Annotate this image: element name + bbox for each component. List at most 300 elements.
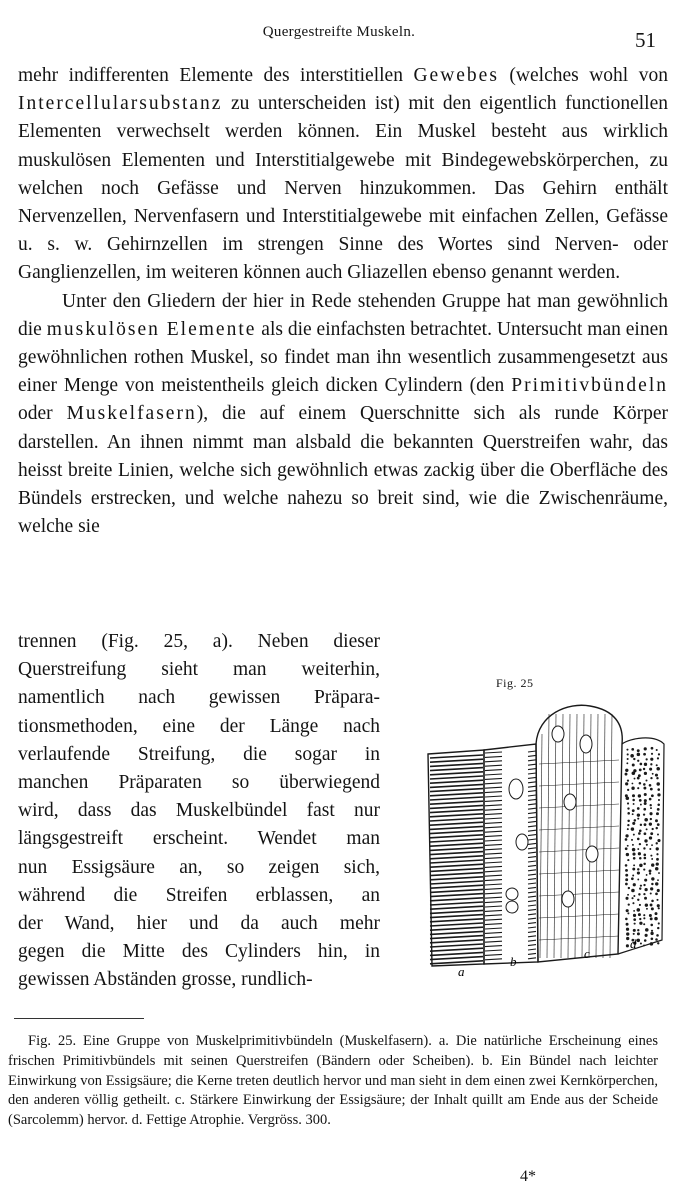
text-line: namentlich nach gewissen Präpara- [18,687,380,709]
fat-droplet-dot [651,907,654,910]
fat-droplet-dot [625,769,628,772]
fat-droplet-dot [651,858,653,860]
fiber-d [618,738,664,954]
striation-line [485,774,502,775]
fat-droplet-dot [646,874,648,876]
fat-droplet-dot [630,754,634,758]
striation-line [528,804,536,805]
striation-line [561,714,563,958]
striation-line [485,761,502,762]
fat-droplet-dot [651,794,654,797]
striation-line [430,877,483,880]
fiber-c-nucleus [552,726,564,742]
text-line: gewissen Abständen grosse, rundlich- [18,969,313,991]
fat-droplet-dot [625,782,628,785]
text-run: oder [18,403,67,425]
text-run: zu unterscheiden ist) mit den eigentlich functionellen Elementen verwechselt werden können. Ein Muskel besteht aus wirklich muskulösen Elementen und Interstitialgewebe mit Bindegewebskörperchen, zu welchen noch Gefässe und Nerven hinzukommen. Das Gehirn enthält Nervenzellen, Nervenfasern und Interstitialgewebe mit einfachen Zellen, Gefässe u. s. w. Gehirnzellen im strengen Sinne des Wortes sind Nerven- oder Ganglienzellen, im weiteren können auch Gliazellen ebenso genannt werden. [18,93,668,284]
figure-letter-d: d [630,936,637,951]
fat-droplet-dot [649,914,652,917]
fat-droplet-dot [639,904,641,906]
striation-line [485,858,502,859]
fat-droplet-dot [643,847,645,849]
striation-line [430,923,483,926]
fat-droplet-dot [643,753,646,756]
fat-droplet-dot [655,912,658,915]
striation-line [539,804,619,808]
striation-line [430,768,483,771]
striation-line [485,853,502,854]
fat-droplet-dot [627,912,629,914]
fat-droplet-dot [649,836,652,839]
striation-line [528,835,536,836]
fat-droplet-dot [626,897,629,900]
fat-droplet-dot [638,794,641,797]
striation-line [485,752,502,753]
signature-mark: 4* [520,1168,536,1185]
running-head: Quergestreifte Muskeln. [262,24,416,40]
striation-line [430,881,483,884]
fat-droplet-dot [656,827,658,829]
striation-line [430,801,483,804]
fat-droplet-dot [626,762,628,764]
striation-line [430,873,483,876]
striation-line [528,883,536,884]
fiber-b [484,744,538,964]
fat-droplet-dot [650,807,652,809]
striation-line [528,865,536,866]
fat-droplet-dot [634,923,636,925]
striation-line [485,871,502,872]
fat-droplet-dot [631,897,633,899]
fat-droplet-dot [655,819,658,822]
fat-droplet-dot [628,903,630,905]
fat-droplet-dot [626,796,630,800]
striation-line [430,839,483,842]
fat-droplet-dot [650,855,652,857]
fat-droplet-dot [658,753,660,755]
fat-droplet-dot [655,867,659,871]
fat-droplet-dot [625,883,628,886]
fat-droplet-dot [657,823,660,826]
fat-droplet-dot [650,788,653,791]
body-text [18,62,668,541]
fat-droplet-dot [626,749,628,751]
fat-droplet-dot [639,782,642,785]
striation-line [540,734,542,958]
fat-droplet-dot [639,769,642,772]
striation-line [485,946,502,947]
striation-line [485,932,502,933]
fat-droplet-dot [637,871,640,874]
fat-droplet-dot [638,852,641,855]
striation-line [528,817,536,818]
fat-droplet-dot [658,907,660,909]
fat-droplet-dot [637,899,639,901]
striation-line [430,910,483,913]
striation-line [528,879,536,880]
fat-droplet-dot [644,802,647,805]
fat-droplet-dot [627,789,629,791]
striation-line [430,852,483,855]
striation-line [575,714,577,958]
fat-droplet-dot [627,828,629,830]
striation-line [485,915,502,916]
fat-droplet-dot [637,868,639,870]
fat-droplet-dot [656,863,659,866]
striation-line [528,830,536,831]
fat-droplet-dot [650,832,653,835]
striation-line [528,791,536,792]
fat-droplet-dot [633,918,636,921]
fat-droplet-dot [650,818,652,820]
striation-line [430,780,483,783]
fat-droplet-dot [627,894,629,896]
striation-line [528,887,536,888]
fat-droplet-dot [650,777,652,779]
fat-droplet-dot [637,787,639,789]
figure-letter-a: a [458,964,465,979]
striation-line [430,957,483,960]
fat-droplet-dot [625,869,628,872]
fat-droplet-dot [645,928,649,932]
fat-droplet-dot [646,908,648,910]
fat-droplet-dot [657,904,660,907]
striation-line [539,892,619,896]
striation-line [539,782,619,786]
fat-droplet-dot [643,854,646,857]
striation-line [430,889,483,892]
fat-droplet-dot [644,793,647,796]
fat-droplet-dot [644,839,647,842]
fat-droplet-dot [631,827,634,830]
striation-line [485,844,502,845]
striation-line [568,714,570,958]
fat-droplet-dot [631,889,635,893]
muscle-fiber-figure [418,694,668,984]
striation-line [547,714,549,958]
fat-droplet-dot [646,828,648,830]
fat-droplet-dot [658,799,660,801]
striation-line [539,870,619,874]
striation-line [485,840,502,841]
fat-droplet-dot [656,934,659,937]
striation-line [430,814,483,817]
striation-line [528,821,536,822]
striation-line [539,936,619,940]
striation-line [430,927,483,930]
page-number: 51 [635,28,656,52]
striation-line [528,755,536,756]
striation-line [430,793,483,796]
striation-line [528,953,536,954]
fat-droplet-dot [639,843,641,845]
fat-droplet-dot [637,939,640,942]
fat-droplet-dot [634,778,636,780]
fat-droplet-dot [632,844,634,846]
striation-line [528,918,536,919]
fat-droplet-dot [649,869,652,872]
fat-droplet-dot [650,758,653,761]
fiber-b-nucleolus [506,888,518,900]
fat-droplet-dot [656,847,659,850]
fat-droplet-dot [657,793,660,796]
striation-line [430,772,483,775]
text-line: tionsmethoden, eine der Länge nach [18,715,380,737]
striation-line [528,777,536,778]
fat-droplet-dot [656,858,659,861]
striation-line [610,714,612,958]
fat-droplet-dot [655,892,658,895]
fat-droplet-dot [643,813,645,815]
fat-droplet-dot [657,833,659,835]
fat-droplet-dot [627,753,629,755]
striation-line [528,773,536,774]
striation-line [485,822,502,823]
fat-droplet-dot [650,804,652,806]
striation-line [528,782,536,783]
striation-line [430,902,483,905]
fat-droplet-dot [625,834,628,837]
fat-droplet-dot [657,889,660,892]
striation-line [430,856,483,859]
fat-droplet-dot [633,857,636,860]
fat-droplet-dot [639,887,641,889]
fat-droplet-dot [643,783,646,786]
striation-line [485,941,502,942]
fat-droplet-dot [625,838,628,841]
striation-line [528,931,536,932]
striation-line [528,764,536,765]
fat-droplet-dot [645,779,647,781]
fat-droplet-dot [632,783,634,785]
text-line: nun Essigsäure an, so zeigen sich, [18,856,380,878]
striation-line [528,795,536,796]
fat-droplet-dot [637,807,640,810]
striation-line [539,826,619,830]
striation-line [528,896,536,897]
fat-droplet-dot [657,839,660,842]
striation-line [528,936,536,937]
fat-droplet-dot [633,914,636,917]
fat-droplet-dot [626,923,629,926]
fat-droplet-dot [638,913,641,916]
striation-line [485,884,502,885]
fat-droplet-dot [650,887,653,890]
fat-droplet-dot [625,878,628,881]
striation-line [485,866,502,867]
fat-droplet-dot [657,879,659,881]
fat-droplet-dot [644,857,647,860]
paragraph-2 [18,288,668,542]
striation-line [528,958,536,959]
fat-droplet-dot [644,772,647,775]
fat-droplet-dot [657,788,660,791]
striation-line [430,885,483,888]
striation-line [430,805,483,808]
fat-droplet-dot [656,749,658,751]
striation-line [485,928,502,929]
fat-droplet-dot [656,899,658,901]
fat-droplet-dot [658,872,660,874]
fiber-c-nucleus [562,891,574,907]
fat-droplet-dot [656,842,658,844]
striation-line [485,924,502,925]
striation-line [430,759,483,762]
striation-line [528,760,536,761]
fat-droplet-dot [637,932,640,935]
emphasis-run: Muskelfasern [66,403,197,425]
fat-droplet-dot [637,879,639,881]
fat-droplet-dot [643,868,645,870]
fat-droplet-dot [631,839,633,841]
text-run: mehr indifferenten Elemente des interstitiellen [18,65,414,86]
fat-droplet-dot [639,829,642,832]
striation-line [485,937,502,938]
striation-line [528,861,536,862]
fat-droplet-dot [631,787,634,790]
fat-droplet-dot [658,922,660,924]
fat-droplet-dot [656,777,658,779]
fat-droplet-dot [639,864,642,867]
striation-line [528,852,536,853]
fat-droplet-dot [632,875,634,877]
striation-line [485,809,502,810]
fat-droplet-dot [627,812,630,815]
striation-line [485,950,502,951]
fat-droplet-dot [644,879,647,882]
striation-line [528,940,536,941]
fat-droplet-dot [644,888,647,891]
striation-line [485,756,502,757]
fat-droplet-dot [645,934,648,937]
fat-droplet-dot [633,758,635,760]
striation-line [528,905,536,906]
fat-droplet-dot [656,767,660,771]
fat-droplet-dot [640,943,642,945]
fat-droplet-dot [625,874,628,877]
fat-droplet-dot [651,877,654,880]
emphasis-run: Intercellularsubstanz [18,93,223,115]
fat-droplet-dot [625,918,628,921]
striation-line [430,944,483,947]
text-line: Querstreifung sieht man weiterhin, [18,659,380,681]
striation-line [430,948,483,951]
striation-line [596,714,598,958]
fat-droplet-dot [643,923,645,925]
fat-droplet-dot [651,863,654,866]
striation-line [603,714,605,958]
fat-droplet-dot [632,868,635,871]
fat-droplet-dot [643,863,645,865]
figure-drawing [428,705,664,979]
striation-line [528,892,536,893]
fat-droplet-dot [650,924,653,927]
fiber-c-nucleus [564,794,576,810]
striation-line [430,755,483,758]
fat-droplet-dot [654,917,658,921]
striation-line [528,839,536,840]
fat-droplet-dot [643,914,645,916]
text-line: längsgestreift erscheint. Wendet man [18,828,380,850]
striation-line [430,776,483,779]
caption-text: Fig. 25. Eine Gruppe von Muskelprimitivbündeln (Muskelfasern). a. Die natürliche Erscheinung eines frischen Primitivbündels mit seinen Querstreifen (Bändern oder Scheiben). b. Ein Bündel nach leichter Einwirkung von Essigsäure; die Kerne treten deutlich hervor und man sieht in dem einen zwei Kernkörperchen, den anderen völlig getheilt. c. Stärkere Einwirkung der Essigsäure; der Inhalt quillt am Ende aus der Scheide (Sarcolemm) hervor. d. Fettige Atrophie. Vergröss. 300. [8,1033,658,1129]
fat-droplet-dot [645,903,648,906]
fat-droplet-dot [644,799,647,802]
striation-line [528,927,536,928]
striation-line [485,902,502,903]
striation-line [430,822,483,825]
fiber-c [536,705,622,962]
striation-line [430,860,483,863]
striation-line [430,789,483,792]
striation-line [485,910,502,911]
fat-droplet-dot [656,782,659,785]
fat-droplet-dot [627,807,629,809]
fat-droplet-dot [639,799,642,802]
striation-line [528,949,536,950]
paragraph-1 [18,62,668,288]
striation-line [528,843,536,844]
fat-droplet-dot [626,944,629,947]
fat-droplet-dot [656,812,659,815]
fat-droplet-dot [644,832,647,835]
striation-line [430,847,483,850]
fat-droplet-dot [626,937,629,940]
fat-droplet-dot [657,808,660,811]
striation-line [485,765,502,766]
striation-line [485,796,502,797]
striation-line [485,893,502,894]
fat-droplet-dot [650,904,653,907]
striation-line [485,862,502,863]
fat-droplet-dot [627,780,629,782]
fat-droplet-dot [643,893,645,895]
fat-droplet-dot [644,818,648,822]
text-run: als die einfachsten betrachtet. Untersucht man einen gewöhnlichen rothen Muskel, so findet man ihn wesentlich zusammengesetzt aus einer Menge von meistentheils gleich dicken Cylindern (den [18,318,668,397]
striation-line [485,897,502,898]
striation-line [485,818,502,819]
striation-line [485,778,502,779]
fat-droplet-dot [643,787,646,790]
striation-line [528,870,536,871]
striation-line [430,961,483,964]
striation-line [430,940,483,943]
fat-droplet-dot [633,803,635,805]
fiber-b-nucleus [509,779,523,799]
striation-line [528,909,536,910]
fat-droplet-dot [640,804,642,806]
fat-droplet-dot [649,848,651,850]
figure-caption [8,1032,658,1131]
striation-line [430,931,483,934]
striation-line [485,831,502,832]
fiber-c-nucleus [586,846,598,862]
striation-line [528,826,536,827]
striation-line [528,808,536,809]
striation-line [485,880,502,881]
text-line: während die Streifen erblassen, an [18,884,380,906]
fat-droplet-dot [626,928,629,931]
striation-line [430,784,483,787]
striation-line [430,797,483,800]
striation-line [485,919,502,920]
fat-droplet-dot [651,883,653,885]
emphasis-run: muskulösen Elemente [46,318,257,340]
fat-droplet-dot [651,747,654,750]
striation-line [430,818,483,821]
fat-droplet-dot [651,844,653,846]
striation-line [430,898,483,901]
